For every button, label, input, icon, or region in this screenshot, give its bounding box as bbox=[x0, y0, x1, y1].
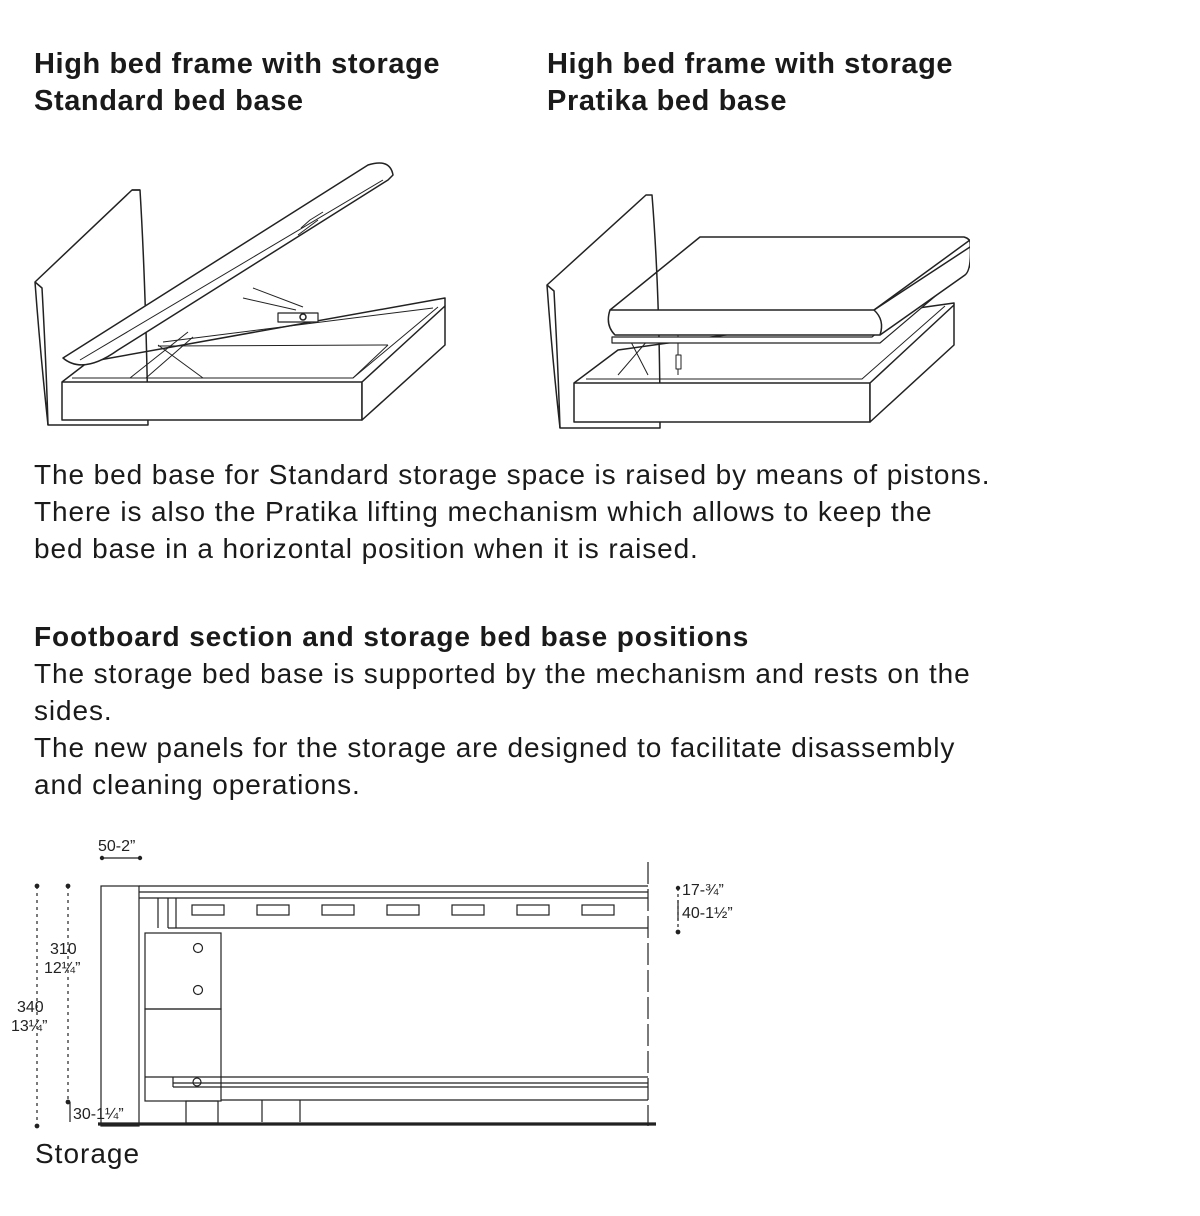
section-paragraph bbox=[34, 618, 971, 803]
standard-bed-heading-line1: High bed frame with storage bbox=[34, 48, 441, 80]
intro-line-1: The bed base for Standard storage space is raised by means of pistons. bbox=[34, 459, 991, 490]
pratika-bed-illustration bbox=[540, 185, 970, 435]
pratika-bed-heading-line2: Pratika bed base bbox=[547, 85, 788, 117]
standard-bed-heading bbox=[34, 46, 440, 120]
footboard-section-drawing bbox=[0, 830, 780, 1130]
slat-slots bbox=[192, 905, 614, 915]
pratika-bed-heading bbox=[547, 46, 953, 120]
section-line-2: sides. bbox=[34, 695, 113, 726]
pratika-bed-heading-line1: High bed frame with storage bbox=[547, 48, 954, 80]
dim-right-a: 17-¾” bbox=[682, 882, 724, 899]
storage-caption: Storage bbox=[35, 1138, 141, 1169]
intro-line-3: bed base in a horizontal position when it is raised. bbox=[34, 533, 699, 564]
dim-outer-in: 13¼” bbox=[11, 1018, 48, 1035]
dim-top-width: 50-2” bbox=[98, 838, 136, 855]
dim-outer-mm: 340 bbox=[17, 999, 44, 1016]
standard-bed-heading-line2: Standard bed base bbox=[34, 85, 304, 117]
section-line-1: The storage bed base is supported by the mechanism and rests on the bbox=[34, 658, 971, 689]
standard-bed-illustration bbox=[28, 150, 458, 435]
section-line-4: and cleaning operations. bbox=[34, 769, 361, 800]
intro-line-2: There is also the Pratika lifting mechanism which allows to keep the bbox=[34, 496, 933, 527]
dim-inner-in: 12¼” bbox=[44, 960, 81, 977]
dim-inner-mm: 310 bbox=[50, 941, 77, 958]
dim-right-b: 40-1½” bbox=[682, 905, 733, 922]
dim-foot: 30-1¼” bbox=[73, 1106, 124, 1123]
intro-paragraph bbox=[34, 456, 990, 567]
section-title: Footboard section and storage bed base positions bbox=[34, 621, 750, 652]
section-line-3: The new panels for the storage are designed to facilitate disassembly bbox=[34, 732, 956, 763]
